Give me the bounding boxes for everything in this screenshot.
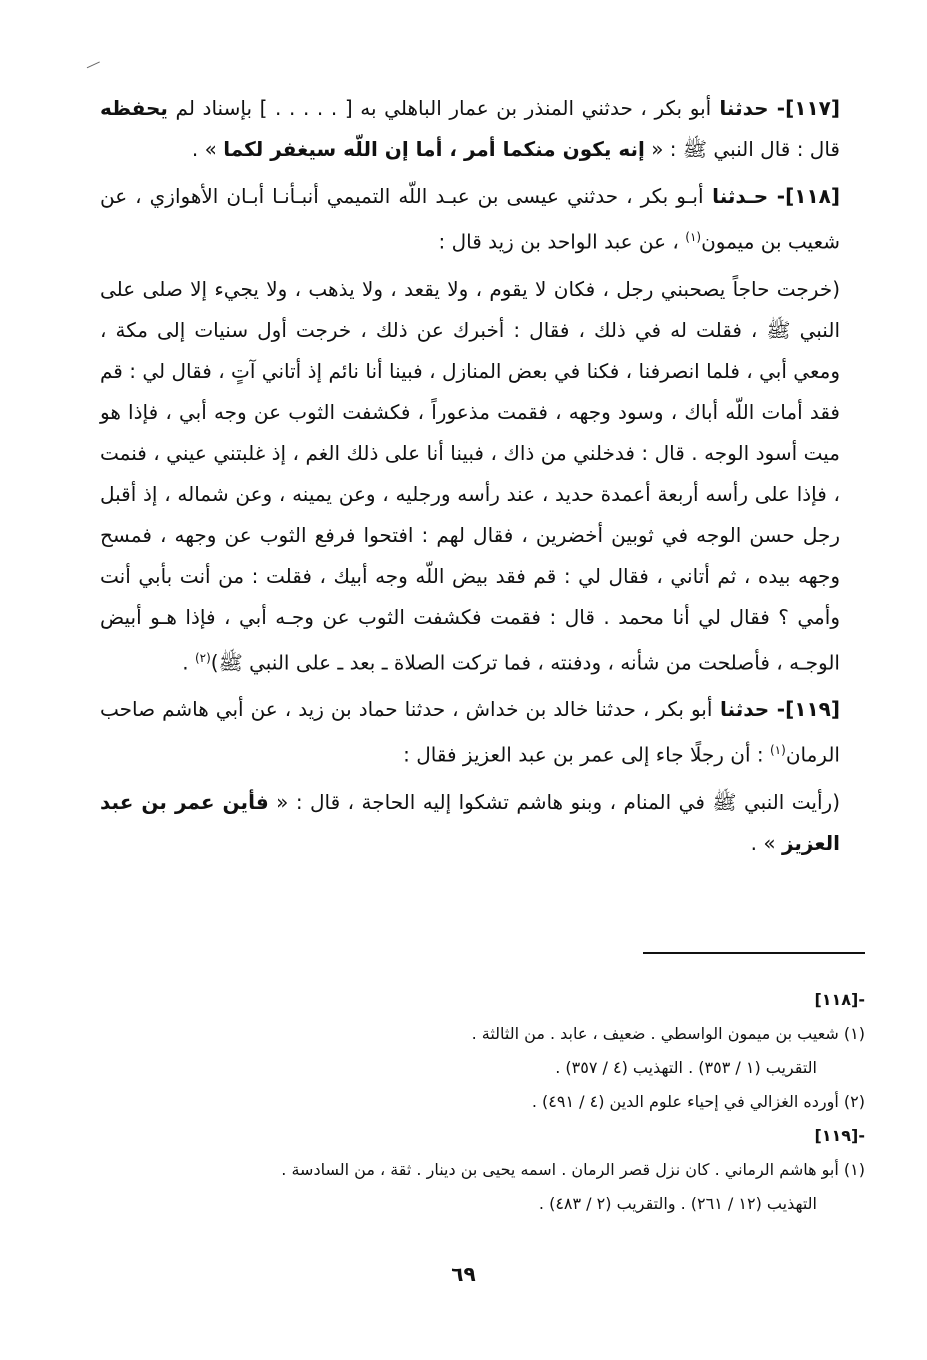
text-run: - حدثنا [711,96,786,120]
hadith-text [100,269,840,684]
footnote-line: (١) أبو هاشم الرماني . كان نزل قصر الرمان . اسمه يحيى بن دينار . ثقة ، من السادسة . [281,1160,865,1179]
hadith-text [100,782,840,864]
text-run: يحفظه [100,96,168,120]
text-run: أبو بكر ، حدثنا خالد بن خداش ، حدثنا حماد بن زيد ، عن أبي هاشم صاحب الرمان [100,697,840,767]
footnote-separator [643,952,865,954]
footnote-ref: (٢) [194,650,211,665]
footnote-line: التقريب (١ / ٣٥٣) . التهذيب (٤ / ٣٥٧) . [555,1058,817,1077]
text-run: (خرجت حاجاً يصحبني رجل ، فكان لا يقوم ، ولا يقعد ، ولا يذهب ، ولا يجيء إلا صلى على النبي ﷺ ، فقلت له في ذلك ، فقال : أخبرك عن ذلك ، خرجت أول سنيات إلى مكة ، ومعي أبي ، فلما انصرفنا ، فكنا في بعض المنازل ، فبينا أنا نائم إذ أتاني آتٍ ، فقال لي : قم فقد أمات اللّه أباك ، وسود وجهه ، فقمت مذعوراً ، فكشفت الثوب عن وجه أبي ، فإذا هو ميت أسود الوجه . قال : فدخلني من ذاك ، فبينا أنا على ذلك الغم ، إذ غلبتني عيني ، فنمت ، فإذا على رأسه أربعة أعمدة حديد ، عند رأسه ورجليه ، وعن يمينه ، وعن شماله ، إذ أقبل رجل حسن الوجه في ثوبين أخضرين ، فقال لهم : افتحوا فرفع الثوب عن وجهه ، فمسح وجهه بيده ، ثم أتاني ، فقال لي : قم فقد بيض اللّه وجه أبيك ، فقلت : من أنت بأبي أنت وأمي ؟ فقال لي أنا محمد . قال : فقمت فكشفت الثوب عن وجـه أبي ، فإذا هـو أبيض الوجـه ، فأصلحت من شأنه ، ودفنته ، فما تركت الصلاة ـ بعد ـ على النبي ﷺ) [100,276,840,675]
text-run: ، عن عبد الواحد بن زيد قال : [438,229,686,254]
text-run: (رأيت النبي ﷺ في المنام ، وبنو هاشم تشكوا إليه الحاجة ، قال : « [268,789,841,814]
text-run: : أن رجلًا جاء إلى عمر بن عبد العزيز فقال : [403,742,770,767]
hadith-entry [100,176,840,263]
footnote-heading: -[١١٩] [814,1126,865,1145]
scan-mark [87,61,103,75]
footnote-heading: -[١١٨] [814,990,865,1009]
hadith-number: [١١٨] [785,184,840,208]
text-run: قال : قال النبي ﷺ : « [644,137,840,161]
text-run: » . [191,137,224,161]
hadith-entry [100,88,840,170]
footnote-line: التهذيب (١٢ / ٢٦١) . والتقريب (٢ / ٤٨٣) . [538,1194,817,1213]
hadith-entry [100,689,840,776]
page-number: ٦٩ [451,1262,476,1286]
text-run: . [182,650,195,675]
text-run: أبو بكر ، حدثني المنذر بن عمار الباهلي به [ . . . . . ] بإسناد لم [167,96,712,120]
main-text [100,88,840,864]
text-run: إنه يكون منكما أمر ، أما إن اللّه سيغفر لكما [223,137,645,161]
text-run: - حدثنا [712,697,786,722]
text-run: - حـدثنا [703,184,786,208]
text-run: أبـو بكر ، حدثني عيسى بن عبـد اللّه التميمي أنبـأنـا أبـان الأهوازي ، عن شعيب بن ميمون [100,184,840,254]
hadith-number: [١١٧] [785,96,840,120]
footnote-ref: (١) [769,743,786,758]
footnote-line: (٢) أورده الغزالي في إحياء علوم الدين (٤ / ٤٩١) . [531,1092,865,1111]
footnote-ref: (١) [685,230,702,244]
text-run: فأين عمر بن عبد العزيز [100,789,840,855]
footnote-line: (١) شعيب بن ميمون الواسطي . ضعيف ، عابد . من الثالثة . [471,1024,865,1043]
hadith-number: [١١٩] [785,697,840,722]
footnotes [200,983,865,1221]
text-run: » . [750,830,782,855]
